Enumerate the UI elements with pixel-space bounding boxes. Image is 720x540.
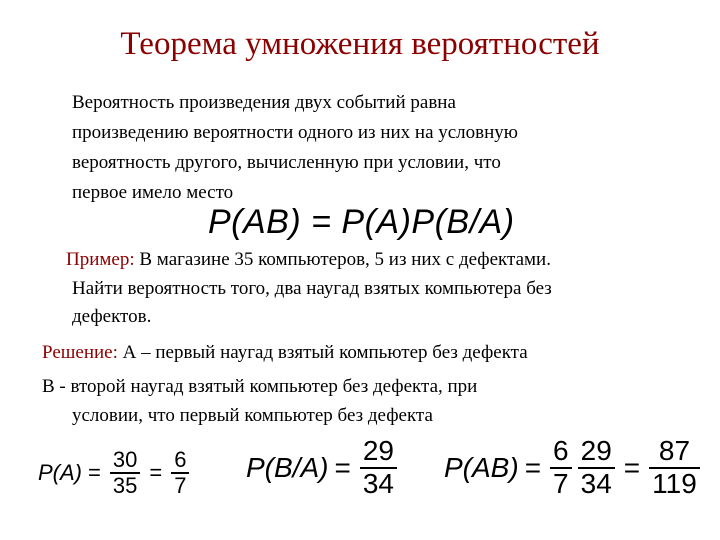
numerator: 6	[174, 447, 187, 472]
slide-title: Теорема умножения вероятностей	[120, 26, 600, 62]
main-formula: P(AB) = P(A)P(B/A)	[208, 203, 515, 241]
numerator: 29	[362, 435, 394, 466]
formula-lhs: P(A)	[38, 460, 82, 486]
denominator: 119	[652, 467, 697, 499]
formula-p-a	[38, 448, 192, 498]
example-line	[66, 245, 551, 275]
equals-sign: =	[623, 451, 641, 483]
denominator: 35	[112, 473, 138, 499]
solution-text: А – первый наугад взятый компьютер без дефекта	[117, 342, 528, 363]
denominator: 34	[362, 467, 394, 499]
numerator: 29	[580, 435, 612, 466]
fraction	[649, 436, 700, 500]
theorem-line: произведению вероятности одного из них на условную	[72, 122, 518, 143]
fraction	[550, 436, 572, 500]
example-line: дефектов.	[72, 306, 152, 327]
formula-p-b-given-a	[246, 436, 400, 500]
denominator: 7	[174, 473, 187, 499]
theorem-line: первое имело место	[72, 182, 234, 203]
numerator: 30	[112, 447, 138, 472]
example-text: В магазине 35 компьютеров, 5 из них с дефектами.	[134, 249, 551, 270]
solution-line	[42, 338, 528, 368]
formula-p-ab	[444, 436, 703, 500]
example-label: Пример:	[66, 249, 135, 270]
fraction	[110, 448, 140, 498]
equals-sign: =	[149, 460, 163, 486]
fraction	[578, 436, 615, 500]
denominator: 7	[553, 467, 569, 499]
fraction	[171, 448, 189, 498]
fraction	[360, 436, 397, 500]
event-b-line: В - второй наугад взятый компьютер без дефекта, при	[42, 376, 478, 397]
theorem-line: вероятность другого, вычисленную при условии, что	[72, 152, 501, 173]
equals-sign: =	[334, 451, 351, 483]
example-line: Найти вероятность того, два наугад взятых компьютера без	[72, 278, 552, 299]
solution-label: Решение:	[42, 342, 118, 363]
event-b-line: условии, что первый компьютер без дефекта	[72, 405, 433, 426]
equals-sign: =	[88, 460, 101, 486]
denominator: 34	[580, 467, 612, 499]
numerator: 6	[553, 435, 569, 466]
formula-lhs: P(AB)	[444, 451, 519, 483]
theorem-line: Вероятность произведения двух событий равна	[72, 92, 456, 113]
equals-sign: =	[524, 451, 542, 483]
numerator: 87	[658, 435, 691, 466]
formula-lhs: P(B/A)	[246, 451, 329, 483]
